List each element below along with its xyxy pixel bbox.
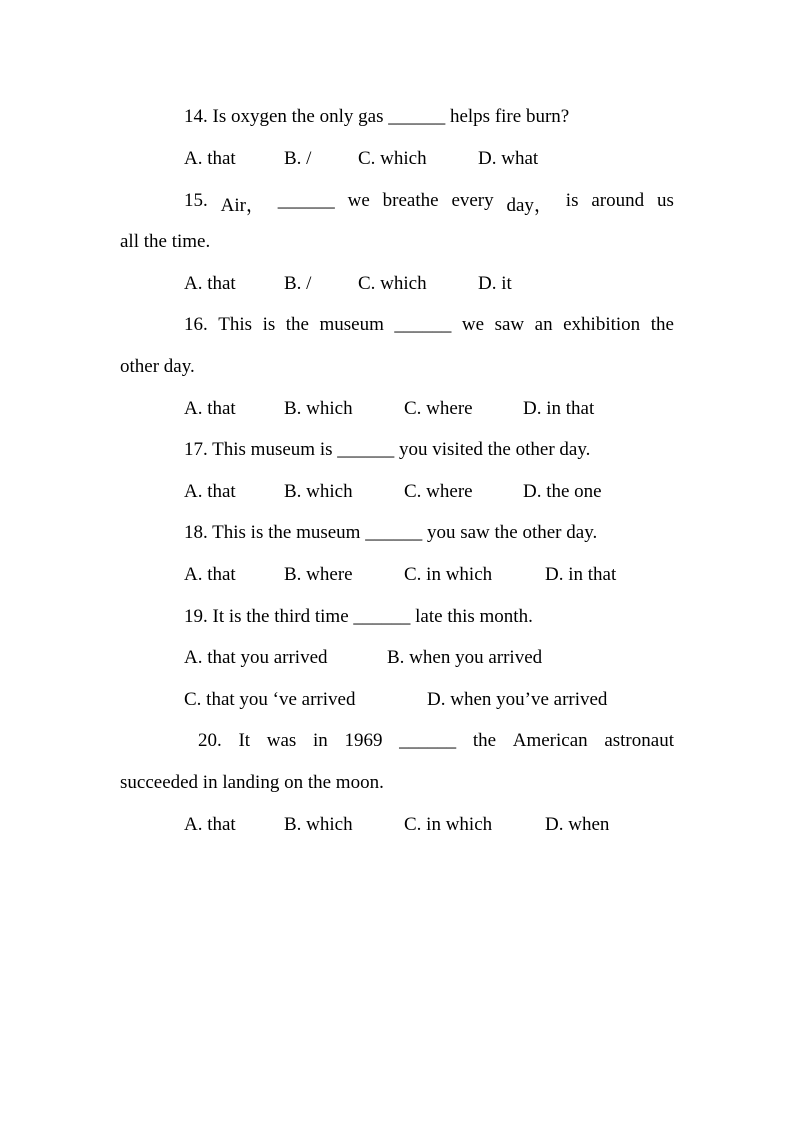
stem-word: we: [461, 314, 485, 335]
stem-word: exhibition: [563, 314, 641, 335]
option-b: B. which: [284, 481, 353, 502]
option-d: D. it: [478, 273, 512, 294]
option-d: D. when you’ve arrived: [427, 689, 608, 710]
option-b: B. when you arrived: [387, 647, 543, 668]
option-a: A. that: [184, 273, 236, 294]
answer-blank: ______: [277, 190, 335, 211]
stem-word: Air，: [220, 195, 265, 216]
question-20-stem-line1: [198, 730, 674, 752]
stem-word: 1969: [344, 730, 383, 751]
option-c: C. which: [358, 148, 427, 169]
option-a: A. that: [184, 398, 236, 419]
option-b: B. where: [284, 564, 353, 585]
option-a: A. that: [184, 564, 236, 585]
stem-word: American: [512, 730, 588, 751]
option-a: A. that you arrived: [184, 647, 328, 668]
stem-word: 20.: [198, 730, 222, 751]
question-15-stem-line1: [184, 190, 674, 217]
question-14-stem: 14. Is oxygen the only gas ______ helps fire burn?: [184, 106, 570, 127]
stem-word: an: [534, 314, 553, 335]
option-c: C. where: [404, 398, 473, 419]
stem-word: the: [472, 730, 497, 751]
stem-word: we: [347, 190, 370, 211]
option-a: A. that: [184, 481, 236, 502]
option-c: C. that you ‘ve arrived: [184, 689, 356, 710]
stem-word: every: [451, 190, 494, 211]
stem-word: is: [262, 314, 276, 335]
stem-word: This: [218, 314, 253, 335]
question-20-stem-line2: succeeded in landing on the moon.: [120, 772, 384, 793]
option-c: C. where: [404, 481, 473, 502]
stem-word: It: [238, 730, 251, 751]
option-b: B. /: [284, 273, 312, 294]
stem-word: the: [650, 314, 674, 335]
option-b: B. /: [284, 148, 312, 169]
stem-word: in: [312, 730, 328, 751]
option-a: A. that: [184, 814, 236, 835]
stem-word: us: [656, 190, 674, 211]
stem-word: is: [565, 190, 579, 211]
option-c: C. in which: [404, 564, 493, 585]
question-16-stem-line1: [184, 314, 674, 336]
option-a: A. that: [184, 148, 236, 169]
question-18-stem: 18. This is the museum ______ you saw the other day.: [184, 522, 598, 543]
option-d: D. in that: [523, 398, 595, 419]
question-16-stem-line2: other day.: [120, 356, 195, 377]
answer-blank: ______: [394, 314, 452, 335]
question-19-stem: 19. It is the third time ______ late this month.: [184, 606, 533, 627]
option-c: C. in which: [404, 814, 493, 835]
stem-word: was: [266, 730, 297, 751]
answer-blank: ______: [399, 730, 457, 751]
question-15-stem-line2: all the time.: [120, 231, 211, 252]
stem-word: saw: [494, 314, 525, 335]
stem-word: astronaut: [604, 730, 674, 751]
option-c: C. which: [358, 273, 427, 294]
stem-word: the: [285, 314, 309, 335]
stem-word: around: [591, 190, 645, 211]
stem-word: day，: [506, 195, 553, 216]
question-17-stem: 17. This museum is ______ you visited the other day.: [184, 439, 591, 460]
stem-word: 16.: [184, 314, 208, 335]
stem-word: 15.: [184, 190, 208, 211]
option-b: B. which: [284, 398, 353, 419]
stem-word: breathe: [382, 190, 439, 211]
option-b: B. which: [284, 814, 353, 835]
option-d: D. when: [545, 814, 610, 835]
option-d: D. what: [478, 148, 539, 169]
option-d: D. in that: [545, 564, 617, 585]
option-d: D. the one: [523, 481, 602, 502]
stem-word: museum: [319, 314, 384, 335]
